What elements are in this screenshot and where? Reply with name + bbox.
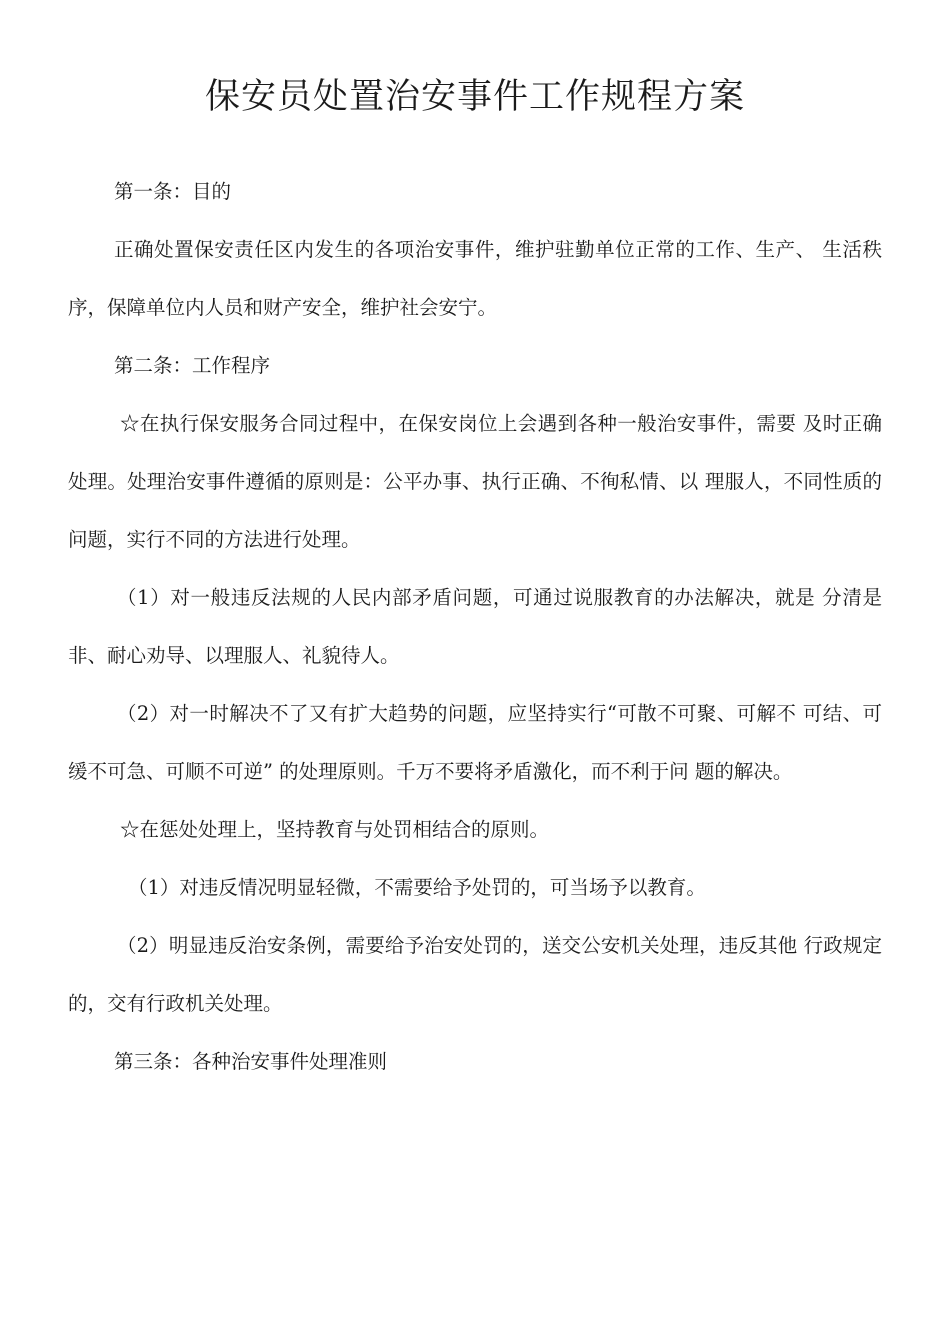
handling-item-1: （1）对一般违反法规的人民内部矛盾问题，可通过说服教育的办法解决，就是 分清是非、耐心劝导、以理服人、礼貌待人。 [68,586,882,667]
principle-punishment-paragraph: ☆在惩处处理上，坚持教育与处罚相结合的原则。 [120,818,550,841]
article-1-content: 正确处置保安责任区内发生的各项治安事件，维护驻勤单位正常的工作、生产、 生活秩序，保障单位内人员和财产安全，维护社会安宁。 [68,238,882,319]
document-title: 保安员处置治安事件工作规程方案 [204,77,745,117]
article-2-heading: 第二条：工作程序 [114,354,271,377]
document-body [68,163,882,1091]
handling-item-2: （2）对一时解决不了又有扩大趋势的问题，应坚持实行“可散不可聚、可解不 可结、可缓不可急、可顺不可逆” 的处理原则。千万不要将矛盾激化，而不利于问 题的解决。 [68,702,882,783]
punishment-item-1: （1）对违反情况明显轻微，不需要给予处罚的，可当场予以教育。 [128,876,706,899]
article-1-heading: 第一条：目的 [114,180,232,203]
principle-handling-paragraph: ☆在执行保安服务合同过程中，在保安岗位上会遇到各种一般治安事件，需要 及时正确处理。处理治安事件遵循的原则是：公平办事、执行正确、不徇私情、以 理服人，不同性质的问题，实行不同的方法进行处理。 [68,412,882,551]
article-3-heading: 第三条：各种治安事件处理准则 [114,1050,388,1073]
punishment-item-2: （2）明显违反治安条例，需要给予治安处罚的，送交公安机关处理，违反其他 行政规定的，交有行政机关处理。 [68,934,882,1015]
